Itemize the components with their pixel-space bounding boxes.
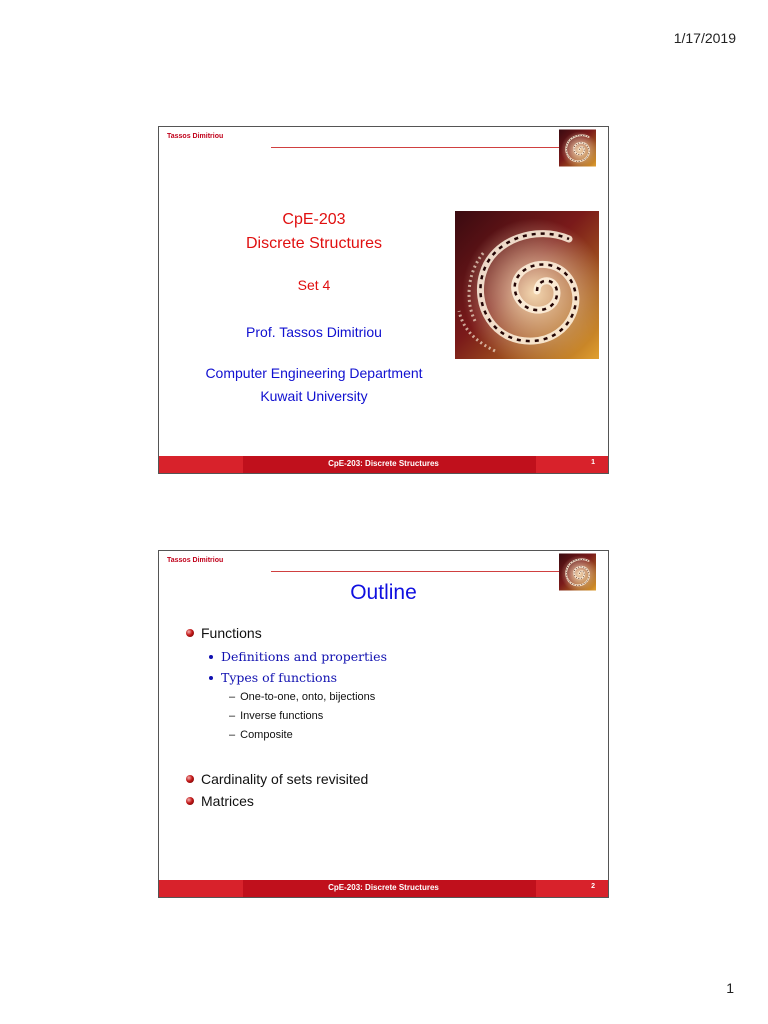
dot-bullet-icon bbox=[209, 676, 213, 680]
page-date: 1/17/2019 bbox=[673, 30, 736, 46]
bullet-text: Cardinality of sets revisited bbox=[201, 771, 369, 787]
header-rule bbox=[271, 571, 559, 572]
slide-title bbox=[158, 126, 609, 474]
sub-bullet-item bbox=[209, 670, 337, 685]
slide-footer bbox=[159, 456, 608, 473]
red-ball-bullet-icon bbox=[186, 775, 194, 783]
dash-bullet-icon: – bbox=[229, 691, 236, 703]
sub-sub-bullet-text: Composite bbox=[240, 729, 293, 741]
spiral-fractal-image bbox=[455, 211, 599, 359]
slide-author: Tassos Dimitriou bbox=[167, 133, 224, 140]
sub-bullet-text: Definitions and properties bbox=[221, 649, 387, 664]
sub-sub-bullet-item bbox=[229, 710, 323, 722]
bullet-item bbox=[186, 625, 262, 641]
sub-sub-bullet-item bbox=[229, 691, 375, 703]
footer-title: CpE-203: Discrete Structures bbox=[328, 459, 439, 468]
dash-bullet-icon: – bbox=[229, 710, 236, 722]
sub-bullet-text: Types of functions bbox=[221, 670, 338, 685]
sub-sub-bullet-item bbox=[229, 729, 293, 741]
professor-name: Prof. Tassos Dimitriou bbox=[246, 324, 382, 340]
spiral-fractal-icon bbox=[559, 129, 596, 167]
red-ball-bullet-icon bbox=[186, 797, 194, 805]
page-number: 1 bbox=[726, 980, 734, 996]
bullet-text: Functions bbox=[201, 625, 262, 641]
bullet-item bbox=[186, 771, 368, 787]
dot-bullet-icon bbox=[209, 655, 213, 659]
slide-number: 2 bbox=[591, 883, 595, 890]
slide-outline bbox=[158, 550, 609, 898]
header-rule bbox=[271, 147, 559, 148]
set-label: Set 4 bbox=[297, 277, 331, 293]
bullet-text: Matrices bbox=[201, 793, 254, 809]
slide-author: Tassos Dimitriou bbox=[167, 557, 224, 564]
dash-bullet-icon: – bbox=[229, 729, 236, 741]
slide-footer bbox=[159, 880, 608, 897]
sub-bullet-item bbox=[209, 649, 387, 664]
department-name: Computer Engineering Department bbox=[205, 365, 423, 381]
university-name: Kuwait University bbox=[260, 388, 368, 404]
footer-title: CpE-203: Discrete Structures bbox=[328, 883, 439, 892]
course-code: CpE-203 bbox=[282, 211, 346, 228]
bullet-item bbox=[186, 793, 254, 809]
sub-sub-bullet-text: One-to-one, onto, bijections bbox=[240, 691, 376, 703]
course-name: Discrete Structures bbox=[245, 235, 383, 252]
red-ball-bullet-icon bbox=[186, 629, 194, 637]
sub-sub-bullet-text: Inverse functions bbox=[240, 710, 324, 722]
slide-title: Outline bbox=[350, 581, 417, 604]
slide-number: 1 bbox=[591, 459, 595, 466]
